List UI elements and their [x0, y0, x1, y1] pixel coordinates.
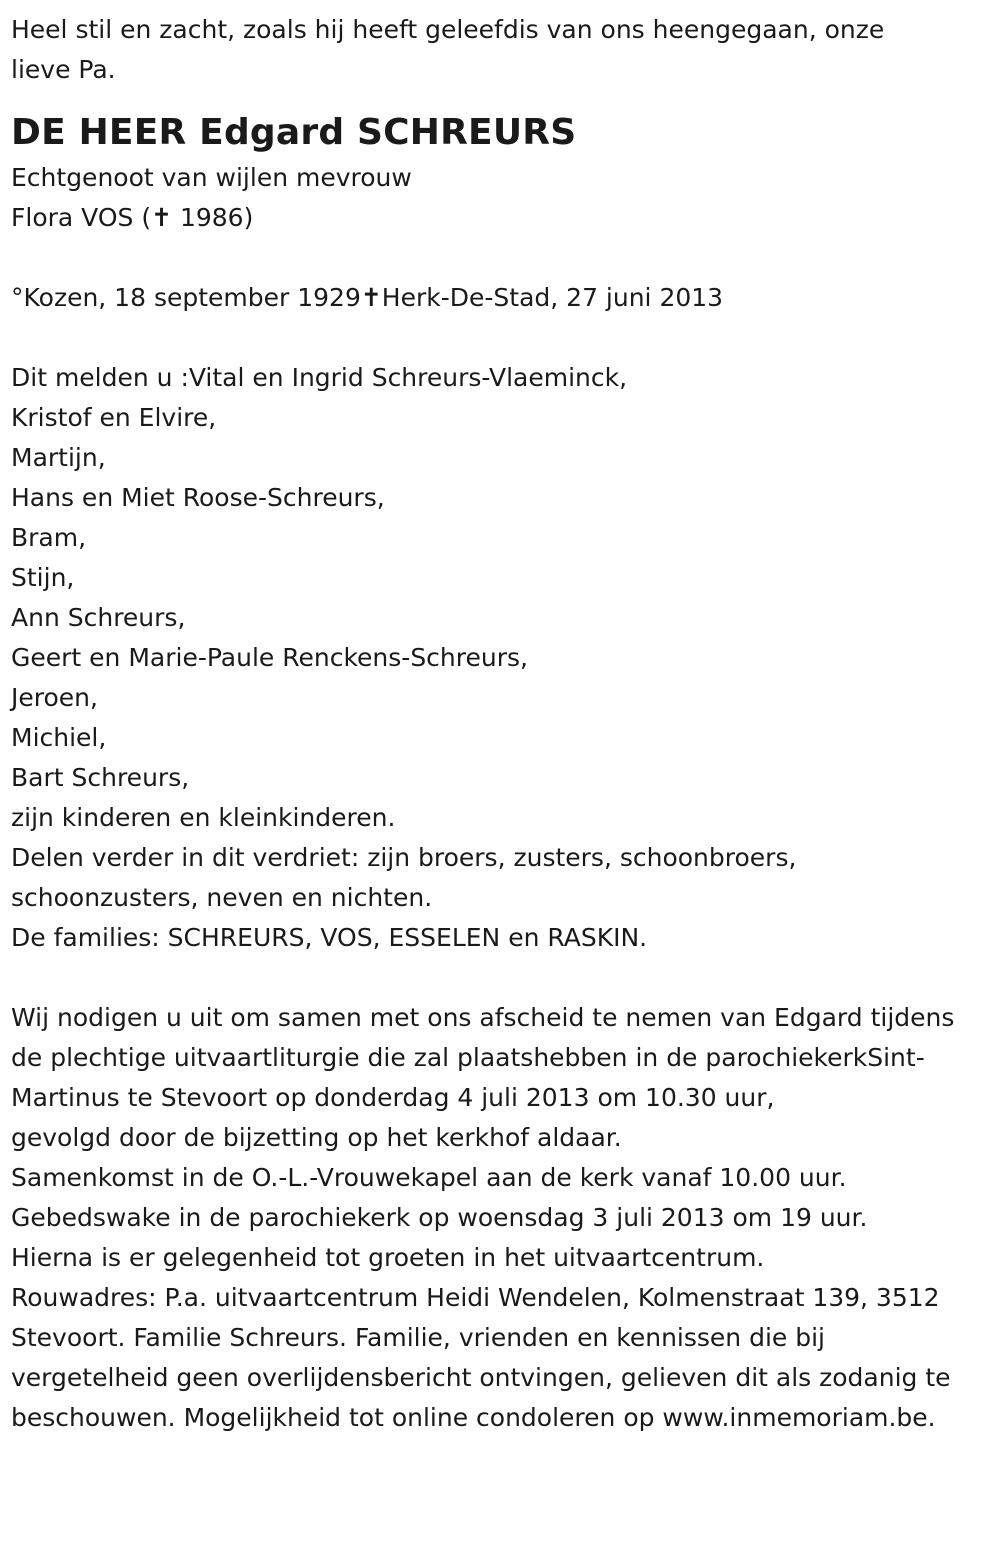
families-text: De families: SCHREURS, VOS, ESSELEN en RASKIN. — [11, 923, 648, 952]
address-text: Rouwadres: P.a. uitvaartcentrum Heidi Wendelen, Kolmenstraat 139, 3512 Stevoort. Familie Schreurs. Familie, vrienden en kennissen die bij vergetelheid geen overlijdensbericht ontvingen, gelieven dit als zodanig te beschouwen. Mogelijkheid tot online condoleren op www.inmemoriam.be. — [11, 1283, 951, 1432]
family-line: Hans en Miet Roose-Schreurs, — [11, 483, 385, 512]
family-line: Stijn, — [11, 563, 75, 592]
family-line: Martijn, — [11, 443, 106, 472]
spacer — [11, 238, 976, 278]
spacer — [11, 318, 976, 358]
spouse-line-2: Flora VOS (✝ 1986) — [11, 203, 254, 232]
burial-text: gevolgd door de bijzetting op het kerkhof aldaar. — [11, 1123, 622, 1152]
others-text: Delen verder in dit verdriet: zijn broers, zusters, schoonbroers, schoonzusters, neven en nichten. — [11, 843, 797, 912]
spacer — [11, 958, 976, 998]
family-line: zijn kinderen en kleinkinderen. — [11, 803, 396, 832]
family-line: Geert en Marie-Paule Renckens-Schreurs, — [11, 643, 528, 672]
invitation-text: Wij nodigen u uit om samen met ons afscheid te nemen van Edgard tijdens de plechtige uitvaartliturgie die zal plaatshebben in de parochiekerkSint-Martinus te Stevoort op donderdag 4 juli 2013 om 10.30 uur, — [11, 1003, 955, 1112]
family-line: Jeroen, — [11, 683, 98, 712]
gathering-text: Samenkomst in de O.-L.-Vrouwekapel aan de kerk vanaf 10.00 uur. — [11, 1163, 847, 1192]
spouse-line-1: Echtgenoot van wijlen mevrouw — [11, 163, 412, 192]
family-line: Bram, — [11, 523, 87, 552]
family-line: Michiel, — [11, 723, 107, 752]
family-line: Dit melden u :Vital en Ingrid Schreurs-Vlaeminck, — [11, 363, 628, 392]
family-line: Kristof en Elvire, — [11, 403, 217, 432]
greeting-text: Hierna is er gelegenheid tot groeten in het uitvaartcentrum. — [11, 1243, 765, 1272]
wake-text: Gebedswake in de parochiekerk op woensdag 3 juli 2013 om 19 uur. — [11, 1203, 868, 1232]
family-list — [11, 358, 976, 838]
intro-text: Heel stil en zacht, zoals hij heeft geleefdis van ons heengegaan, onze lieve Pa. — [11, 15, 885, 84]
deceased-name: DE HEER Edgard SCHREURS — [11, 112, 577, 153]
birth-death-dates: °Kozen, 18 september 1929✝Herk-De-Stad, 27 juni 2013 — [11, 283, 724, 312]
family-line: Bart Schreurs, — [11, 763, 190, 792]
family-line: Ann Schreurs, — [11, 603, 186, 632]
